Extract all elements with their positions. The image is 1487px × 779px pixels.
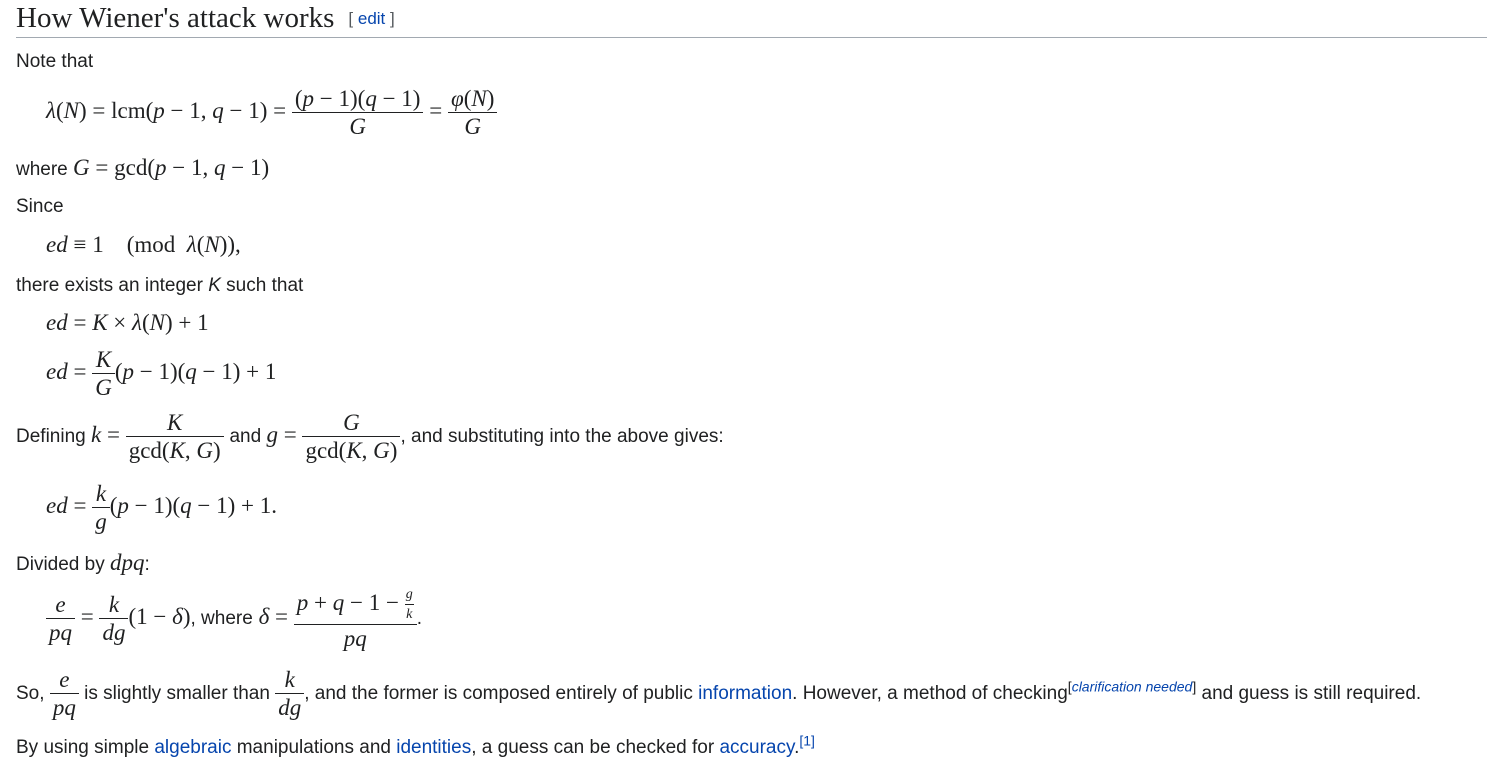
since-text: Since [16,196,64,217]
clarification-needed-link[interactable]: clarification needed [1071,678,1193,695]
information-link[interactable]: information [698,682,793,704]
section-heading [16,0,1487,38]
ed-equation-2: ed = $\frac{K}{G}$ (p − 1)(q − 1) + 1 [46,347,277,400]
accuracy-link[interactable]: accuracy [719,737,795,758]
note-that-text: Note that [16,51,94,72]
delta-equation: $\frac{e}{pq}$ = $\frac{k}{dg}$ (1 − δ), where δ = p + q − 1 − $\frac{g}{k}$ pq . [46,585,422,652]
there-exists-text: there exists an integer K such that [16,275,304,296]
lambda-equation: λ(N) = lcm(p − 1, q − 1) = $\frac{(p - 1)(q - 1)}{G}$ = $\frac{\varphi(N)}{G}$ [46,85,497,140]
clarification-note: [clarification needed] [1067,678,1197,695]
reference-1-link[interactable]: [1] [799,732,815,749]
congruence-equation: ed ≡ 1 (mod λ(N)), [46,232,241,257]
divided-by-line: Divided by dpq: [16,550,150,575]
so-line: So, $\frac{e}{pq}$ is slightly smaller than $\frac{k}{dg}$ , and the former is composed entirely of public information. However, a method of checking[clarification needed] and guess is still required. [16,667,1422,720]
section-title: How Wiener's attack works [16,2,335,34]
edit-link[interactable]: edit [357,9,386,28]
edit-section: [ edit ] [348,9,395,28]
where-gcd-line: where G = gcd(p − 1, q − 1) [16,155,270,180]
by-using-line: By using simple algebraic manipulations and identities, a guess can be checked for accuracy.[1] [16,732,815,758]
ed-equation-3: ed = $\frac{k}{g}$ (p − 1)(q − 1) + 1. [46,481,278,534]
ed-equation-1: ed = K × λ(N) + 1 [46,310,209,335]
defining-line: Defining k = $\frac{K}{\gcd(K, G)}$ and g = $\frac{G}{\gcd(K, G)}$ , and substituting into the above gives: [16,410,724,463]
identities-link[interactable]: identities [396,737,472,758]
algebraic-link[interactable]: algebraic [154,737,232,758]
